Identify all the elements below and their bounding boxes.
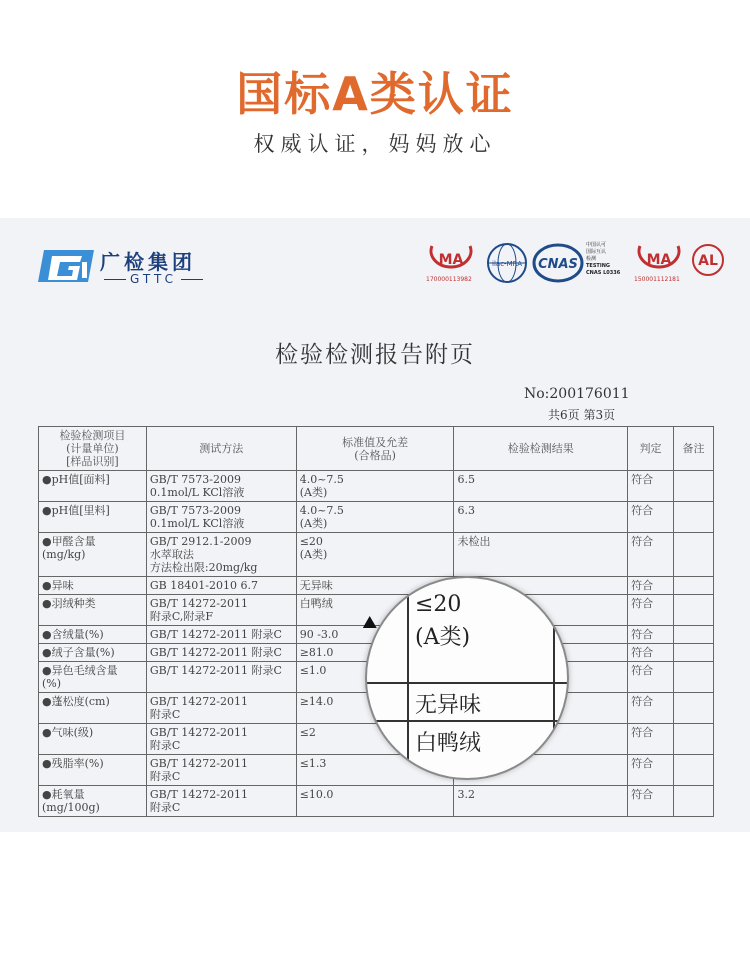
cell-col-method: GB/T 14272-2011 附录C [146,786,296,817]
cell-col-remark [674,786,714,817]
cell-col-remark [674,724,714,755]
cell-col-remark [674,626,714,644]
report-title: 检验检测报告附页 [275,342,475,368]
cnas-text-5: CNAS L0336 [586,270,621,276]
gttc-logo-icon [38,246,96,286]
cell-col-standard: 白鸭绒 [296,595,454,626]
magnifier-grid-line [367,682,567,684]
cell-col-item: ●耗氧量 (mg/100g) [39,786,147,817]
cell-col-remark [674,533,714,577]
magnifier-grid-line [553,578,555,778]
cell-col-standard: ≤1.3 [296,755,454,786]
cell-col-method: GB/T 2912.1-2009 水萃取法 方法检出限:20mg/kg [146,533,296,577]
magnifier-down-type: 白鸭绒 [415,731,482,756]
svg-text:MA: MA [438,252,464,268]
cell-col-method: GB/T 14272-2011 附录C [146,626,296,644]
magnifier-standard-class: (A类) [415,625,471,650]
cnas-mark [532,242,584,288]
ilac-mra-logo-icon [486,242,528,284]
cell-col-verdict: 符合 [628,693,674,724]
cma-logo-icon [634,242,684,280]
magnifier-grid-line [407,578,409,778]
table-row [39,471,714,502]
table-row [39,533,714,577]
magnifier-callout [365,576,569,780]
cell-col-remark [674,471,714,502]
cell-col-verdict: 符合 [628,644,674,662]
cnas-text-1: 中国认可 [586,242,607,248]
cell-col-standard: 无异味 [296,577,454,595]
magnifier-odor: 无异味 [415,693,482,718]
report-document [0,218,750,832]
report-number: No:200176011 [524,386,630,402]
svg-text:CNAS: CNAS [538,257,578,272]
cell-col-method: GB/T 14272-2011 附录C [146,662,296,693]
logo-english-name: GTTC [100,272,207,286]
cnas-text-block [586,242,620,277]
cell-col-verdict: 符合 [628,595,674,626]
cell-col-standard: ≥81.0 [296,644,454,662]
page-count: 共6页 第3页 [548,408,616,422]
cell-col-remark [674,644,714,662]
cell-col-method: GB/T 7573-2009 0.1mol/L KCl溶液 [146,502,296,533]
cell-col-verdict: 符合 [628,577,674,595]
cnas-text-2: 国际互认 [586,249,607,255]
cell-col-result: 未检出 [454,533,628,577]
table-row [39,755,714,786]
cma-mark-2 [634,242,684,284]
cell-col-verdict: 符合 [628,471,674,502]
cell-col-item: ●异色毛绒含量 (%) [39,662,147,693]
table-row [39,786,714,817]
cnas-text-3: 检测 [586,256,597,262]
cell-col-standard: 4.0~7.5 (A类) [296,502,454,533]
table-header-row [39,427,714,471]
cell-col-item: ●pH值[面料] [39,471,147,502]
svg-text:MA: MA [646,252,672,268]
header-col-result: 检验检测结果 [454,427,628,471]
cell-col-remark [674,502,714,533]
svg-text:ilac-MRA: ilac-MRA [492,260,522,268]
cnas-logo-icon [532,242,584,284]
cell-col-remark [674,662,714,693]
cma-code-2: 150001112181 [634,276,680,283]
cell-col-verdict: 符合 [628,533,674,577]
logo-chinese-name: 广检集团 [100,250,196,274]
cell-col-method: GB/T 14272-2011 附录C [146,755,296,786]
header-col-item: 检验检测项目 (计量单位) [样品识别] [39,427,147,471]
cell-col-method: GB/T 14272-2011 附录C [146,644,296,662]
header-col-verdict: 判定 [628,427,674,471]
cell-col-method: GB/T 14272-2011 附录C [146,724,296,755]
cell-col-item: ●甲醛含量 (mg/kg) [39,533,147,577]
cell-col-verdict: 符合 [628,755,674,786]
cell-col-standard: ≤10.0 [296,786,454,817]
cell-col-standard: 4.0~7.5 (A类) [296,471,454,502]
cell-col-verdict: 符合 [628,662,674,693]
table-row [39,724,714,755]
cma-mark-1 [426,242,476,284]
cell-col-standard: 90 -3.0 [296,626,454,644]
header-col-remark: 备注 [674,427,714,471]
cell-col-item: ●含绒量(%) [39,626,147,644]
magnifier-grid-line [367,720,567,722]
magnifier-standard-value: ≤20 [415,592,462,617]
cell-col-remark [674,595,714,626]
cell-col-item: ●蓬松度(cm) [39,693,147,724]
cell-col-result: 6.5 [454,471,628,502]
cell-col-item: ●羽绒种类 [39,595,147,626]
header-col-standard: 标准值及允差 (合格品) [296,427,454,471]
cell-col-verdict: 符合 [628,502,674,533]
cell-col-standard: ≤2 [296,724,454,755]
cma-logo-icon [426,242,476,280]
header-col-method: 测试方法 [146,427,296,471]
cell-col-item: ●异味 [39,577,147,595]
cnas-text-4: TESTING [586,263,610,269]
cell-col-method: GB/T 14272-2011 附录C,附录F [146,595,296,626]
cell-col-standard: ≤1.0 [296,662,454,693]
ilac-mark [486,242,528,288]
cell-col-verdict: 符合 [628,724,674,755]
cell-col-item: ●气味(级) [39,724,147,755]
cell-col-standard: ≥14.0 [296,693,454,724]
table-row [39,577,714,595]
cell-col-remark [674,577,714,595]
report-table [38,426,714,817]
cal-mark [686,242,730,290]
cell-col-verdict: 符合 [628,786,674,817]
cell-col-method: GB 18401-2010 6.7 [146,577,296,595]
cal-logo-icon [686,242,730,286]
cell-col-item: ●绒子含量(%) [39,644,147,662]
cell-col-standard: ≤20 (A类) [296,533,454,577]
cell-col-result: 3.2 [454,786,628,817]
cell-col-result: 6.3 [454,502,628,533]
svg-text:AL: AL [698,253,718,269]
cell-col-verdict: 符合 [628,626,674,644]
subline: 权威认证，妈妈放心 [253,132,497,156]
cell-col-method: GB/T 14272-2011 附录C [146,693,296,724]
cell-col-method: GB/T 7573-2009 0.1mol/L KCl溶液 [146,471,296,502]
cell-col-remark [674,693,714,724]
cell-col-item: ●pH值[里料] [39,502,147,533]
table-row [39,502,714,533]
headline: 国标A类认证 [236,67,514,121]
cell-col-item: ●残脂率(%) [39,755,147,786]
cma-code-1: 170000113982 [426,276,472,283]
table-row [39,595,714,626]
cell-col-remark [674,755,714,786]
